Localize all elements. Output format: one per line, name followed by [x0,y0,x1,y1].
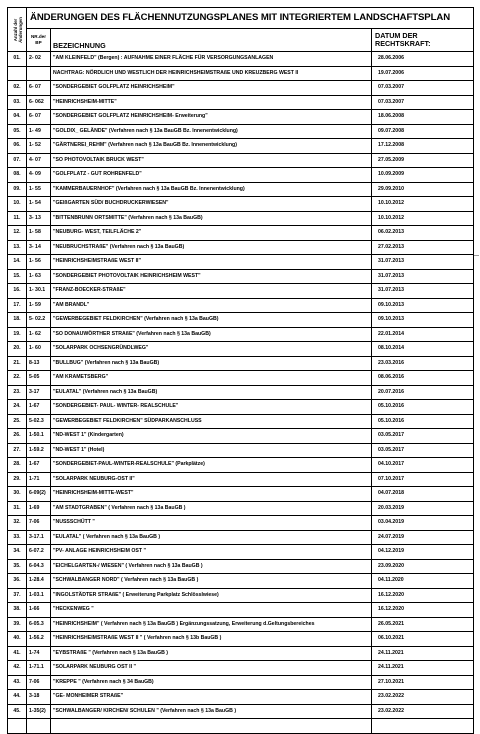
row-name-cell: "SCHWALBANGER NORD" ( Verfahren nach § 13a BauGB ) [51,574,372,589]
row-name-cell: "BITTENBRUNN ORTSMITTE" (Verfahren nach § 13a BauGB) [51,211,372,226]
row-count-cell: 41. [8,646,27,661]
row-count-cell: 07. [8,153,27,168]
row-count-cell: 22. [8,371,27,386]
row-date-cell: 31.07.2013 [372,284,474,299]
row-count-cell: 02. [8,81,27,96]
row-name-cell: "SOLARPARK OCHSENGRÜNDLWEG" [51,342,372,357]
row-count-cell: 27. [8,443,27,458]
row-count-cell: 19. [8,327,27,342]
row-nr-cell: 3-17.1 [27,530,51,545]
row-nr-cell [27,719,51,734]
row-name-cell [51,719,372,734]
row-date-cell: 19.07.2006 [372,66,474,81]
row-date-cell: 27.10.2021 [372,675,474,690]
table-row [8,124,474,139]
row-date-cell: 03.04.2019 [372,516,474,531]
row-name-cell: "SOLARPARK NEUBURG-OST II" [51,472,372,487]
row-count-cell: 18. [8,313,27,328]
row-count-cell: 38. [8,603,27,618]
row-count-cell: 23. [8,385,27,400]
row-name-cell: "KREPPE " (Verfahren nach § 34 BauGB) [51,675,372,690]
row-date-cell: 20.07.2016 [372,385,474,400]
row-name-cell: "HEINRICHSHEIMSTRAßE WEST II " ( Verfahren nach § 13b BauGB ) [51,632,372,647]
row-date-cell: 07.03.2007 [372,95,474,110]
row-nr-cell: 1- 52 [27,139,51,154]
row-name-cell: "HECKENWEG " [51,603,372,618]
count-column-header [12,17,22,43]
header-row [8,29,474,52]
row-count-cell: 20. [8,342,27,357]
row-name-cell: "INGOLSTÄDTER STRAßE" ( Erweiterung Parkplatz Schlösslwiese) [51,588,372,603]
row-count-cell: 01. [8,52,27,67]
row-name-cell: NACHTRAG: NÖRDLICH UND WESTLICH DER HEINRICHSHEIMSTRAßE UND KREUZBERG WEST II [51,66,372,81]
table-row [8,269,474,284]
row-nr-cell: 1-56.2 [27,632,51,647]
row-name-cell: "EYBSTRAßE " (Verfahren nach § 13a BauGB ) [51,646,372,661]
row-date-cell: 08.06.2016 [372,371,474,386]
row-name-cell: "FRANZ-BOECKER-STRAßE" [51,284,372,299]
row-name-cell: "SONDERGEBIET GOLFPLATZ HEINRICHSHEIM- Erweiterung" [51,110,372,125]
table-row [8,211,474,226]
table-row [8,284,474,299]
table-row [8,255,474,270]
row-name-cell: "GÄRTNEREI_REHM" (Verfahren nach § 13a BauGB Bz. Innenentwicklung) [51,139,372,154]
row-nr-cell: 5-02.3 [27,414,51,429]
row-date-cell: 09.07.2008 [372,124,474,139]
table-row [8,400,474,415]
table-row [8,487,474,502]
row-name-cell: "GEIßGARTEN SÜD/ BUCHDRUCKERWIESEN" [51,197,372,212]
row-date-cell: 07.03.2007 [372,81,474,96]
row-nr-cell: 6- 07 [27,81,51,96]
row-count-cell: 21. [8,356,27,371]
table-row [8,327,474,342]
row-nr-cell: 1-35(2) [27,704,51,719]
row-name-cell: "HEINRICHSHEIM" ( Verfahren nach § 13a BauGB ) Ergänzungssatzung, Erweiterung d.Geltungsbereiches [51,617,372,632]
row-date-cell: 03.05.2017 [372,429,474,444]
row-nr-cell: 1- 49 [27,124,51,139]
row-name-cell: "SOLARPARK NEUBURG OST II " [51,661,372,676]
table-row [8,342,474,357]
row-count-cell: 16. [8,284,27,299]
row-nr-cell: 6-07.2 [27,545,51,560]
row-nr-cell: 1-67 [27,458,51,473]
row-nr-cell: 8-13 [27,356,51,371]
count-header-line2: Änderungen [17,16,23,43]
row-name-cell: "SONDERGEBIET-PAUL-WINTER-REALSCHULE" (Parkplätze) [51,458,372,473]
table-row [8,516,474,531]
table-row [8,458,474,473]
row-name-cell: "EICHELGARTEN-/ WIESEN" ( Verfahren nach § 13a BauGB ) [51,559,372,574]
row-date-cell: 10.10.2012 [372,197,474,212]
margin-mark [474,255,479,256]
table-row [8,313,474,328]
row-date-cell: 18.06.2008 [372,110,474,125]
table-row [8,414,474,429]
row-date-cell: 04.07.2018 [372,487,474,502]
row-name-cell: "GOLFPLATZ - GUT ROHRENFELD" [51,168,372,183]
nr-header-line1: NR.der [30,34,47,40]
row-date-cell: 24.11.2021 [372,646,474,661]
row-date-cell: 06.10.2021 [372,632,474,647]
row-date-cell: 04.11.2020 [372,574,474,589]
row-count-cell: 29. [8,472,27,487]
row-name-cell: "GEWERBEGEBIET FELDKIRCHEN" SÜDPARKANSCHLUSS [51,414,372,429]
table-row [8,501,474,516]
row-count-cell: 25. [8,414,27,429]
row-count-cell: 24. [8,400,27,415]
row-nr-cell: 5- 02.2 [27,313,51,328]
table-row [8,530,474,545]
table-row [8,675,474,690]
name-column-header: BEZEICHNUNG [51,29,372,52]
table-row [8,356,474,371]
row-count-cell: 31. [8,501,27,516]
table-row [8,52,474,67]
row-date-cell: 03.05.2017 [372,443,474,458]
table-row [8,559,474,574]
row-nr-cell: 1- 55 [27,182,51,197]
row-count-cell: 42. [8,661,27,676]
row-nr-cell: 1-71 [27,472,51,487]
table-row [8,139,474,154]
row-count-cell: 26. [8,429,27,444]
row-nr-cell: 1-50.1 [27,429,51,444]
row-nr-cell: 1- 59 [27,298,51,313]
row-name-cell: "AM BRANDL" [51,298,372,313]
row-date-cell: 04.12.2019 [372,545,474,560]
row-date-cell: 31.07.2013 [372,255,474,270]
count-header-line1: Anzahl der [12,18,18,41]
row-date-cell: 05.10.2016 [372,414,474,429]
row-nr-cell: 1-67 [27,400,51,415]
table-row [8,197,474,212]
row-date-cell: 29.09.2010 [372,182,474,197]
date-column-header [372,29,474,52]
row-count-cell: 11. [8,211,27,226]
row-nr-cell: 1-74 [27,646,51,661]
row-name-cell: "EULATAL" (Verfahren nach § 13a BauGB) [51,385,372,400]
table-row [8,66,474,81]
row-name-cell: "SCHWALBANGER/ KIRCHEN/ SCHULEN " (Verfahren nach § 13a BauGB ) [51,704,372,719]
row-date-cell: 16.12.2020 [372,603,474,618]
row-nr-cell: 6-09(2) [27,487,51,502]
row-name-cell: "SONDERGEBIET PHOTOVOLTAIK HEINRICHSHEIM WEST" [51,269,372,284]
row-nr-cell: 7-06 [27,516,51,531]
row-nr-cell: 6-04.3 [27,559,51,574]
row-name-cell: "BULLBUG" (Verfahren nach § 13a BauGB) [51,356,372,371]
table-row [8,646,474,661]
table-row [8,226,474,241]
row-count-cell: 15. [8,269,27,284]
row-date-cell: 16.12.2020 [372,588,474,603]
row-name-cell: "NEUBURG- WEST, TEILFLÄCHE 2" [51,226,372,241]
table-row [8,443,474,458]
row-date-cell: 23.02.2022 [372,690,474,705]
row-date-cell: 27.05.2009 [372,153,474,168]
row-name-cell: "HEINRICHSHEIM-MITTE" [51,95,372,110]
table-row [8,574,474,589]
document-title: ÄNDERUNGEN DES FLÄCHENNUTZUNGSPLANES MIT INTEGRIERTEM LANDSCHAFTSPLAN [27,8,474,29]
row-nr-cell: 1-66 [27,603,51,618]
row-nr-cell: 1- 56 [27,255,51,270]
row-name-cell: "NUSSSCHÜTT " [51,516,372,531]
row-nr-cell: 6- 062 [27,95,51,110]
row-nr-cell: 1-69 [27,501,51,516]
row-nr-cell: 1-28.4 [27,574,51,589]
row-nr-cell: 3-17 [27,385,51,400]
row-count-cell: 32. [8,516,27,531]
row-date-cell: 10.09.2009 [372,168,474,183]
row-count-cell: 37. [8,588,27,603]
row-count-cell: 43. [8,675,27,690]
row-date-cell: 23.03.2016 [372,356,474,371]
table-row [8,429,474,444]
row-date-cell: 07.10.2017 [372,472,474,487]
row-name-cell: "PV- ANLAGE HEINRICHSHEIM OST " [51,545,372,560]
row-date-cell: 10.10.2012 [372,211,474,226]
row-nr-cell: 6- 07 [27,110,51,125]
row-name-cell: "ND-WEST 1" (Hotel) [51,443,372,458]
table-row [8,545,474,560]
row-date-cell: 08.10.2014 [372,342,474,357]
row-name-cell: "SONDERGEBIET- PAUL- WINTER- REALSCHULE" [51,400,372,415]
row-count-cell: 33. [8,530,27,545]
row-date-cell: 27.02.2013 [372,240,474,255]
amendments-table [7,7,474,734]
row-date-cell [372,719,474,734]
row-nr-cell: 1- 63 [27,269,51,284]
row-count-cell: 09. [8,182,27,197]
row-date-cell: 22.01.2014 [372,327,474,342]
row-count-cell: 04. [8,110,27,125]
row-name-cell: "GOLDIX_ GELÄNDE" (Verfahren nach § 13a BauGB Bz. Innenentwicklung) [51,124,372,139]
row-nr-cell: 1- 54 [27,197,51,212]
row-count-cell: 28. [8,458,27,473]
row-nr-cell: 1- 58 [27,226,51,241]
row-name-cell: "SO PHOTOVOLTAIK BRUCK WEST" [51,153,372,168]
row-name-cell: "HEINRICHSHEIM-MITTE-WEST" [51,487,372,502]
row-nr-cell: 4- 07 [27,153,51,168]
row-count-cell: 45. [8,704,27,719]
table-row [8,588,474,603]
row-nr-cell [27,66,51,81]
row-nr-cell: 1- 30.1 [27,284,51,299]
row-nr-cell: 4- 09 [27,168,51,183]
date-header-line2: RECHTSKRAFT: [375,39,431,48]
row-date-cell: 23.02.2022 [372,704,474,719]
table-row [8,472,474,487]
row-count-cell: 10. [8,197,27,212]
row-nr-cell: 5-05 [27,371,51,386]
table-row [8,704,474,719]
row-nr-cell: 1- 60 [27,342,51,357]
table-row [8,95,474,110]
row-nr-cell: 3-18 [27,690,51,705]
table-row [8,168,474,183]
row-name-cell: "HEINRICHSHEIMSTRAßE WEST II" [51,255,372,270]
row-name-cell: "ND-WEST 1" (Kindergarten) [51,429,372,444]
amendments-sheet [7,7,473,734]
row-nr-cell: 1-03.1 [27,588,51,603]
row-date-cell: 23.09.2020 [372,559,474,574]
row-count-cell: 30. [8,487,27,502]
row-nr-cell: 2- 02 [27,52,51,67]
row-name-cell: "GEWERBEGEBIET FELDKIRCHEN" (Verfahren nach § 13a BauGB) [51,313,372,328]
table-row [8,617,474,632]
row-date-cell: 04.10.2017 [372,458,474,473]
row-count-cell: 08. [8,168,27,183]
row-date-cell: 28.06.2006 [372,52,474,67]
row-nr-cell: 3- 14 [27,240,51,255]
row-date-cell: 09.10.2013 [372,298,474,313]
row-count-cell [8,719,27,734]
table-row [8,632,474,647]
row-count-cell: 17. [8,298,27,313]
table-row [8,298,474,313]
table-row [8,603,474,618]
row-count-cell: 40. [8,632,27,647]
table-row [8,153,474,168]
row-date-cell: 26.05.2021 [372,617,474,632]
table-row [8,385,474,400]
row-nr-cell: 7-06 [27,675,51,690]
row-count-cell: 13. [8,240,27,255]
row-name-cell: "AM KLEINFELD" (Bergen) : AUFNAHME EINER FLÄCHE FÜR VERSORGUNGSANLAGEN [51,52,372,67]
row-count-cell: 12. [8,226,27,241]
row-name-cell: "SO DONAUWÖRTHER STRAßE" (Verfahren nach § 13a BauGB) [51,327,372,342]
row-count-cell: 35. [8,559,27,574]
row-date-cell: 24.07.2019 [372,530,474,545]
row-date-cell: 06.02.2013 [372,226,474,241]
row-date-cell: 20.03.2019 [372,501,474,516]
row-count-cell: 39. [8,617,27,632]
row-count-cell: 05. [8,124,27,139]
row-name-cell: "SONDERGEBIET GOLFPLATZ HEINRICHSHEIM" [51,81,372,96]
row-name-cell: "EULATAL" ( Verfahren nach § 13a BauGB ) [51,530,372,545]
nr-header-line2: BP [35,40,42,45]
row-date-cell: 24.11.2021 [372,661,474,676]
row-count-cell: 34. [8,545,27,560]
title-row [8,8,474,29]
row-date-cell: 31.07.2013 [372,269,474,284]
nr-column-header [27,29,51,52]
row-name-cell: "KAMMERBAUERNHOF" (Verfahren nach § 13a BauGB Bz. Innenentwicklung) [51,182,372,197]
row-count-cell: 06. [8,139,27,154]
row-nr-cell: 1- 62 [27,327,51,342]
row-nr-cell: 1-59.2 [27,443,51,458]
row-date-cell: 17.12.2008 [372,139,474,154]
table-row [8,81,474,96]
row-count-cell: 03. [8,95,27,110]
row-date-cell: 05.10.2016 [372,400,474,415]
table-row [8,371,474,386]
count-header-cell [8,8,27,52]
row-count-cell: 14. [8,255,27,270]
date-header-line1: DATUM DER [375,30,418,40]
row-name-cell: "NEUBRUCHSTRAßE" (Verfahren nach § 13a BauGB) [51,240,372,255]
table-row [8,182,474,197]
table-row [8,240,474,255]
row-count-cell [8,66,27,81]
row-count-cell: 36. [8,574,27,589]
row-name-cell: "GE- MONHEIMER STRAßE" [51,690,372,705]
table-row [8,719,474,734]
row-nr-cell: 3- 13 [27,211,51,226]
row-nr-cell: 6-05.3 [27,617,51,632]
table-row [8,110,474,125]
row-count-cell: 44. [8,690,27,705]
row-nr-cell: 1-71.1 [27,661,51,676]
row-date-cell: 09.10.2013 [372,313,474,328]
table-row [8,661,474,676]
row-name-cell: "AM STADTGRABEN" ( Verfahren nach § 13a BauGB ) [51,501,372,516]
row-name-cell: "AM KRAMETSBERG" [51,371,372,386]
